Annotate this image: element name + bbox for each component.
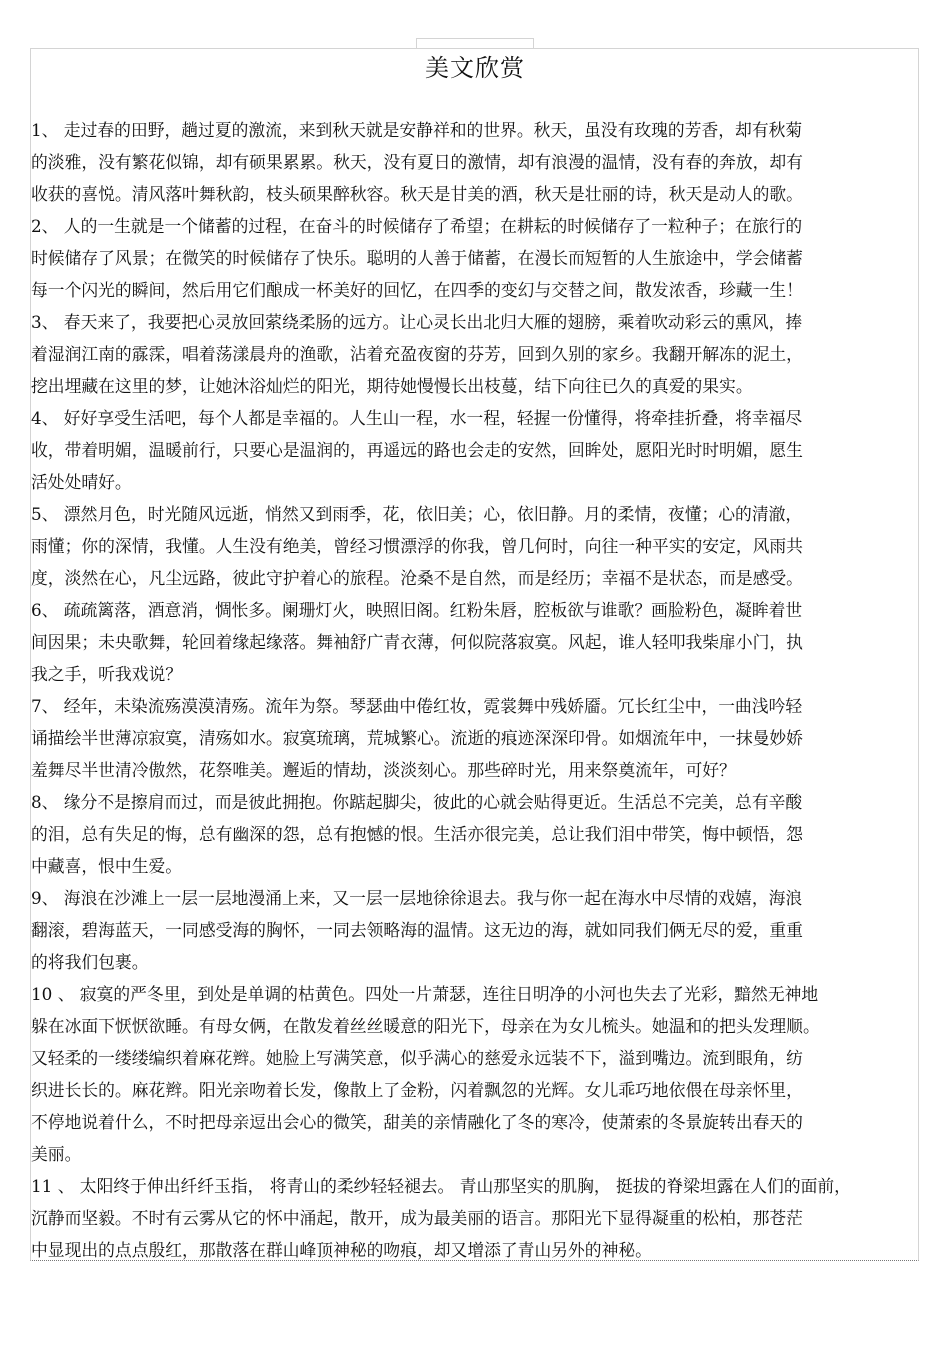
paragraph-line: 时候储存了风景；在微笑的时候储存了快乐。聪明的人善于储蓄，在漫长而短暂的人生旅途中，学会储蓄 (31, 248, 803, 268)
paragraph-line: 翻滚，碧海蓝天，一同感受海的胸怀，一同去领略海的温情。这无边的海，就如同我们俩无尽的爱，重重 (31, 920, 803, 940)
paragraph-line: 雨懂；你的深情，我懂。人生没有绝美，曾经习惯漂浮的你我，曾几何时，向往一种平实的安定，风雨共 (31, 536, 803, 556)
paragraph-line: 挖出埋藏在这里的梦，让她沐浴灿烂的阳光，期待她慢慢长出枝蔓，结下向往已久的真爱的果实。 (31, 376, 753, 396)
paragraph-line: 8、 缘分不是擦肩而过，而是彼此拥抱。你踮起脚尖，彼此的心就会贴得更近。生活总不完美，总有辛酸 (31, 792, 803, 812)
paragraph-line: 6、 疏疏篱落，酒意消，惆怅多。阑珊灯火，映照旧阁。红粉朱唇，腔板欲与谁歌？画脸粉色，凝眸着世 (31, 600, 803, 620)
paragraph-5 (31, 498, 911, 594)
paragraph-line: 的将我们包裹。 (31, 952, 149, 972)
paragraph-line: 5、 漂然月色，时光随风远逝，悄然又到雨季，花，依旧美；心，依旧静。月的柔情，夜懂；心的清澈， (31, 504, 803, 524)
paragraph-line: 11 、 太阳终于伸出纤纤玉指， 将青山的柔纱轻轻褪去。 青山那坚实的肌胸， 挺拔的脊梁坦露在人们的面前， (31, 1176, 851, 1196)
document-title: 美文欣赏 (425, 54, 525, 82)
paragraph-line: 10 、 寂寞的严冬里，到处是单调的枯黄色。四处一片萧瑟，连往日明净的小河也失去了光彩，黯然无神地 (31, 984, 819, 1004)
paragraph-line: 织进长长的。麻花辫。阳光亲吻着长发，像散上了金粉，闪着飘忽的光辉。女儿乖巧地依偎在母亲怀里， (31, 1080, 803, 1100)
paragraph-10 (31, 978, 911, 1170)
paragraph-line: 我之手，听我戏说？ (31, 664, 183, 684)
paragraph-line: 的淡雅，没有繁花似锦，却有硕果累累。秋天，没有夏日的激情，却有浪漫的温情，没有春的奔放，却有 (31, 152, 803, 172)
paragraph-6 (31, 594, 911, 690)
paragraph-2 (31, 210, 911, 306)
paragraph-line: 2、 人的一生就是一个储蓄的过程，在奋斗的时候储存了希望；在耕耘的时候储存了一粒种子；在旅行的 (31, 216, 803, 236)
paragraph-line: 不停地说着什么，不时把母亲逗出会心的微笑，甜美的亲情融化了冬的寒冷，使萧索的冬景旋转出春天的 (31, 1112, 803, 1132)
paragraph-8 (31, 786, 911, 882)
paragraph-line: 美丽。 (31, 1144, 82, 1164)
paragraph-line: 1、 走过春的田野，趟过夏的激流，来到秋天就是安静祥和的世界。秋天，虽没有玫瑰的芳香，却有秋菊 (31, 120, 803, 140)
paragraph-11 (31, 1170, 911, 1266)
paragraph-9 (31, 882, 911, 978)
paragraph-4 (31, 402, 911, 498)
paragraph-line: 羞舞尽半世清冷傲然，花祭唯美。邂逅的情劫，淡淡刻心。那些碎时光，用来祭奠流年，可好？ (31, 760, 736, 780)
paragraph-line: 的泪，总有失足的悔，总有幽深的怨，总有抱憾的恨。生活亦很完美，总让我们泪中带笑，悔中顿悟，怨 (31, 824, 803, 844)
paragraph-1 (31, 114, 911, 210)
paragraph-line: 诵描绘半世薄凉寂寞，清殇如水。寂寞琉璃，荒城繁心。流逝的痕迹深深印骨。如烟流年中，一抹曼妙娇 (31, 728, 803, 748)
paragraph-line: 7、 经年，未染流殇漠漠清殇。流年为祭。琴瑟曲中倦红妆，霓裳舞中残娇靥。冗长红尘中，一曲浅吟轻 (31, 696, 803, 716)
paragraph-line: 4、 好好享受生活吧，每个人都是幸福的。人生山一程，水一程，轻握一份懂得，将牵挂折叠，将幸福尽 (31, 408, 803, 428)
paragraph-3 (31, 306, 911, 402)
paragraph-line: 度，淡然在心，凡尘远路，彼此守护着心的旅程。沧桑不是自然，而是经历；幸福不是状态，而是感受。 (31, 568, 803, 588)
paragraph-line: 收获的喜悦。清风落叶舞秋韵，枝头硕果醉秋容。秋天是甘美的酒，秋天是壮丽的诗，秋天是动人的歌。 (31, 184, 803, 204)
paragraph-line: 活处处晴好。 (31, 472, 132, 492)
paragraph-line: 又轻柔的一缕缕编织着麻花辫。她脸上写满笑意，似乎满心的慈爱永远装不下，溢到嘴边。流到眼角，纺 (31, 1048, 803, 1068)
paragraph-line: 间因果；未央歌舞，轮回着缘起缘落。舞袖舒广青衣薄，何似院落寂寞。风起，谁人轻叩我柴扉小门，执 (31, 632, 803, 652)
paragraph-line: 9、 海浪在沙滩上一层一层地漫涌上来，又一层一层地徐徐退去。我与你一起在海水中尽情的戏嬉，海浪 (31, 888, 803, 908)
paragraph-line: 3、 春天来了，我要把心灵放回萦绕柔肠的远方。让心灵长出北归大雁的翅膀，乘着吹动彩云的熏风，捧 (31, 312, 803, 332)
paragraph-line: 中显现出的点点殷红，那散落在群山峰顶神秘的吻痕，却又增添了青山另外的神秘。 (31, 1240, 652, 1260)
paragraph-line: 着湿润江南的霡霂，唱着荡漾晨舟的渔歌，沾着充盈夜窗的芬芳，回到久别的家乡。我翻开解冻的泥土， (31, 344, 803, 364)
document-body (31, 114, 911, 1266)
paragraph-line: 中藏喜，恨中生爱。 (31, 856, 183, 876)
paragraph-line: 收，带着明媚，温暖前行，只要心是温润的，再遥远的路也会走的安然，回眸处，愿阳光时时明媚，愿生 (31, 440, 803, 460)
paragraph-line: 每一个闪光的瞬间，然后用它们酿成一杯美好的回忆，在四季的变幻与交替之间，散发浓香，珍藏一生！ (31, 280, 803, 300)
paragraph-line: 躲在冰面下恹恹欲睡。有母女俩，在散发着丝丝暖意的阳光下，母亲在为女儿梳头。她温和的把头发理顺。 (31, 1016, 820, 1036)
paragraph-line: 沉静而坚毅。不时有云雾从它的怀中涌起，散开，成为最美丽的语言。那阳光下显得凝重的松柏，那苍茫 (31, 1208, 803, 1228)
paragraph-7 (31, 690, 911, 786)
